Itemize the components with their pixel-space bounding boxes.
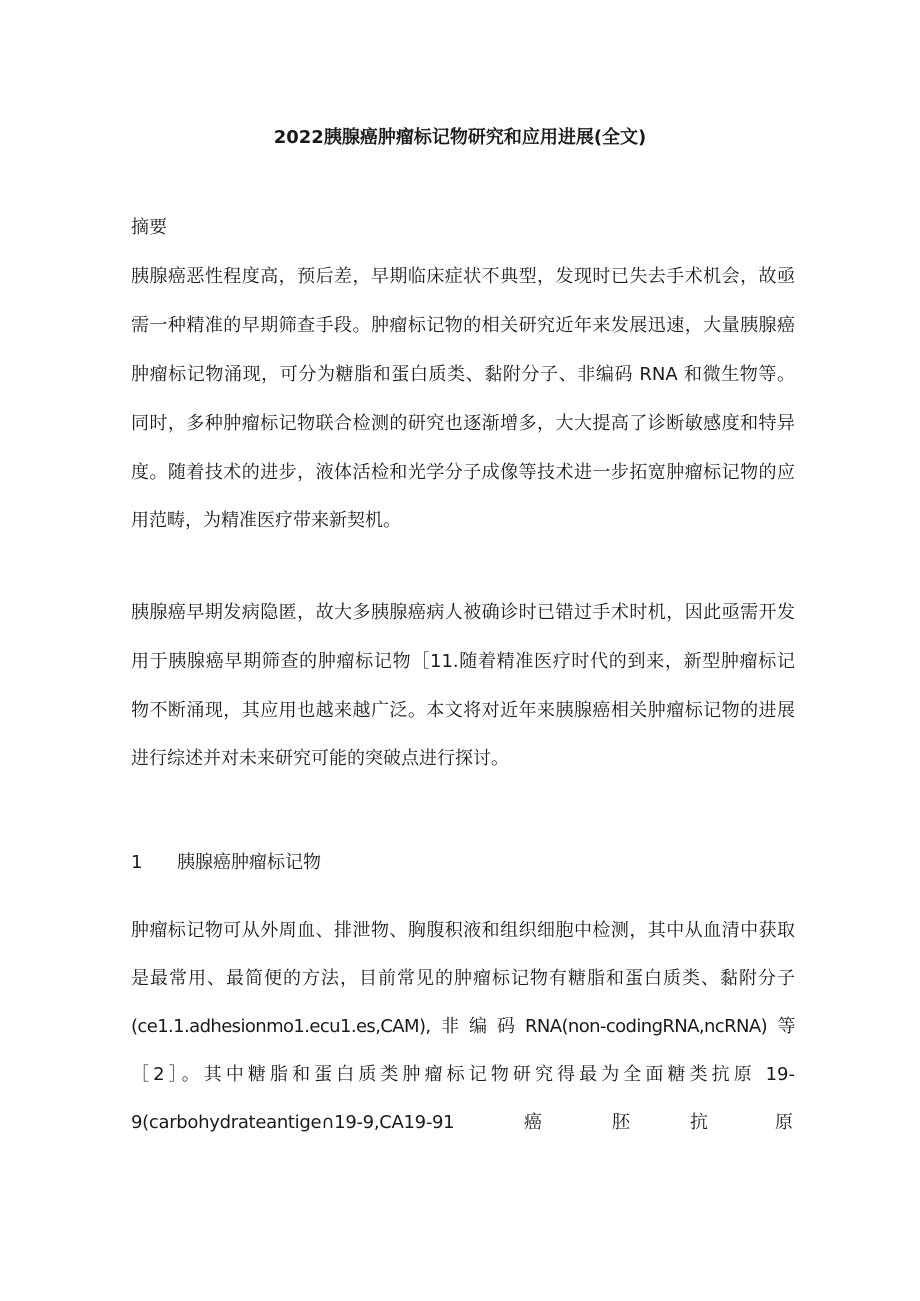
abstract-line: 肿瘤标记物涌现，可分为糖脂和蛋白质类、黏附分子、非编码 RNA 和微生物等。 — [131, 364, 795, 385]
spaced-word: 抗 — [690, 1112, 708, 1133]
section-number: 1 — [131, 852, 143, 873]
intro-line: 进行综述并对未来研究可能的突破点进行探讨。 — [131, 748, 509, 769]
document-title: 2022胰腺癌肿瘤标记物研究和应用进展(全文) — [273, 127, 647, 148]
intro-line: 用于胰腺癌早期筛查的肿瘤标记物［11.随着精准医疗时代的到来，新型肿瘤标记 — [131, 651, 795, 672]
abstract-heading: 摘要 — [131, 217, 167, 238]
intro-line: 胰腺癌早期发病隐匿，故大多胰腺癌病人被确诊时已错过手术时机，因此亟需开发 — [131, 602, 795, 623]
spaced-word: 原 — [775, 1112, 793, 1133]
abstract-line: 度。随着技术的进步，液体活检和光学分子成像等技术进一步拓宽肿瘤标记物的应 — [131, 462, 795, 483]
section-line: ［2］。其中糖脂和蛋白质类肿瘤标记物研究得最为全面糖类抗原 19- — [131, 1064, 795, 1085]
intro-line: 物不断涌现，其应用也越来越广泛。本文将对近年来胰腺癌相关肿瘤标记物的进展 — [131, 700, 795, 721]
section-title: 胰腺癌肿瘤标记物 — [177, 852, 321, 873]
section-line: 是最常用、最简便的方法，目前常见的肿瘤标记物有糖脂和蛋白质类、黏附分子 — [131, 968, 795, 989]
abstract-line: 同时，多种肿瘤标记物联合检测的研究也逐渐增多，大大提高了诊断敏感度和特异 — [131, 413, 795, 434]
section-line: (ce1.1.adhesionmo1.ecu1.es,CAM),非编码RNA(non-codingRNA,ncRNA)等 — [131, 1016, 795, 1037]
abstract-line: 用范畴，为精准医疗带来新契机。 — [131, 510, 401, 531]
spaced-word: 胚 — [612, 1112, 630, 1133]
spaced-word: 癌 — [524, 1112, 542, 1133]
abstract-line: 需一种精准的早期筛查手段。肿瘤标记物的相关研究近年来发展迅速，大量胰腺癌 — [131, 315, 795, 336]
section-line-lead: 9(carbohydrateantige∩19-9,CA19-91 — [131, 1112, 455, 1133]
section-line: 肿瘤标记物可从外周血、排泄物、胸腹积液和组织细胞中检测，其中从血清中获取 — [131, 920, 795, 941]
abstract-line: 胰腺癌恶性程度高，预后差，早期临床症状不典型，发现时已失去手术机会，故亟 — [131, 266, 795, 287]
